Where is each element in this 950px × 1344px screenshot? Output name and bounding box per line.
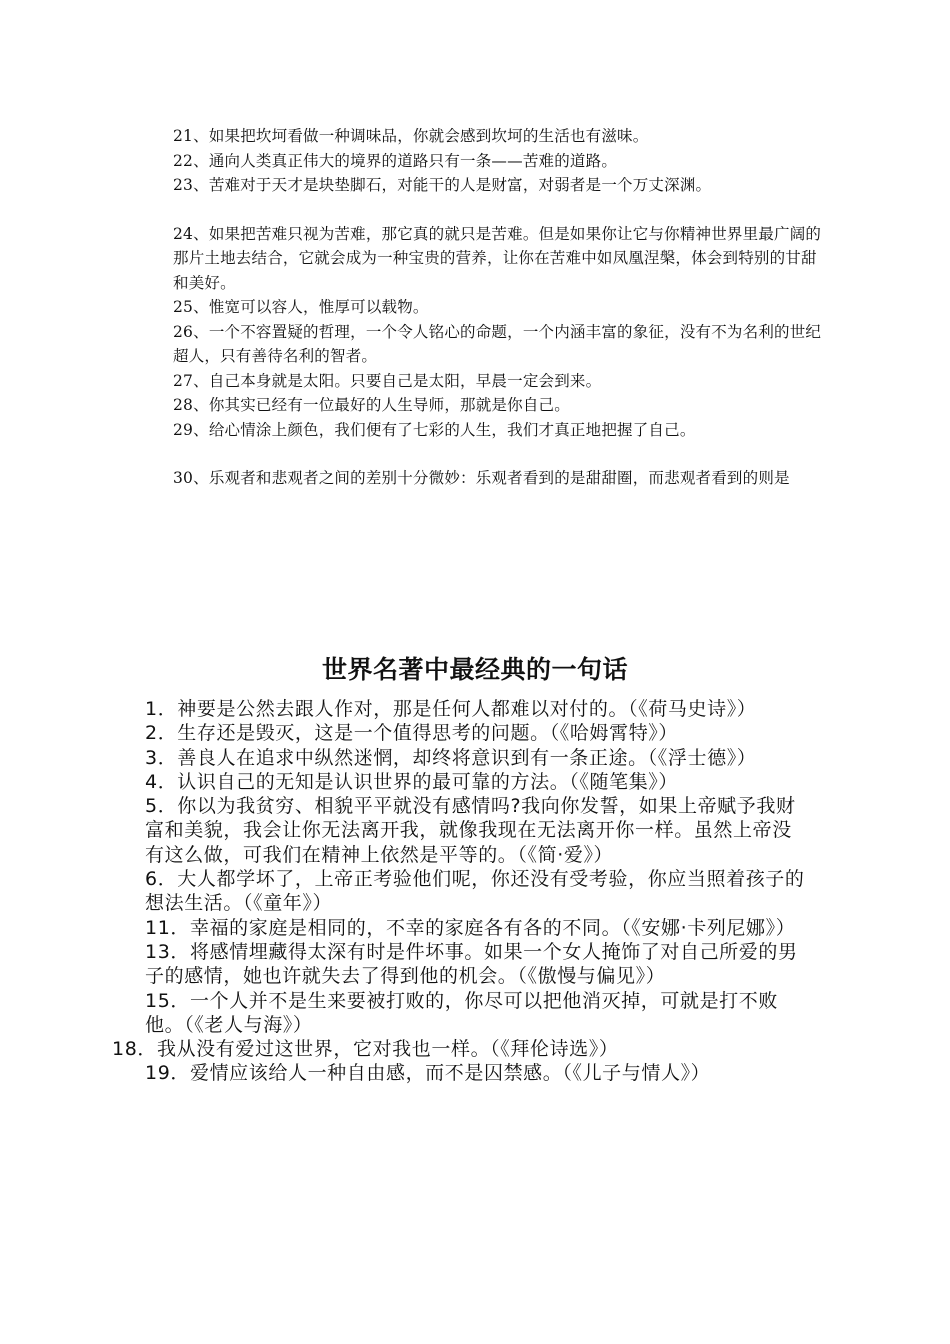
quote-item-28: 28、你其实已经有一位最好的人生导师，那就是你自己。	[173, 396, 570, 414]
quote-item-24: 24、如果把苦难只视为苦难，那它真的就只是苦难。但是如果你让它与你精神世界里最广阔的那片土地去结合，它就会成为一种宝贵的营养，让你在苦难中如凤凰涅槃，体会到特别的甘甜和美好。	[173, 224, 822, 292]
quote-item-21: 21、如果把坎坷看做一种调味品，你就会感到坎坷的生活也有滋味。	[173, 127, 649, 145]
classic-item-18: 18．我从没有爱过这世界，它对我也一样。（《拜伦诗选》）	[112, 1038, 619, 1061]
classic-item-15: 15．一个人并不是生来要被打败的，你尽可以把他消灭掉，可就是打不败他。（《老人与海》）	[145, 989, 778, 1036]
classic-item-4: 4．认识自己的无知是认识世界的最可靠的方法。（《随笔集》）	[145, 770, 678, 793]
quote-item-26: 26、一个不容置疑的哲理，一个令人铭心的命题，一个内涵丰富的象征，没有不为名利的世纪超人，只有善待名利的智者。	[173, 322, 822, 365]
quote-item-30: 30、乐观者和悲观者之间的差别十分微妙：乐观者看到的是甜甜圈，而悲观者看到的则是	[173, 469, 790, 487]
classic-item-1: 1．神要是公然去跟人作对，那是任何人都难以对付的。（《荷马史诗》）	[145, 698, 757, 720]
section-title: 世界名著中最经典的一句话	[321, 655, 628, 684]
quote-item-23: 23、苦难对于天才是块垫脚石，对能干的人是财富，对弱者是一个万丈深渊。	[173, 176, 712, 194]
classic-item-6: 6．大人都学坏了，上帝正考验他们呢，你还没有受考验，你应当照着孩子的想法生活。（《童年》）	[145, 868, 805, 915]
quote-item-25: 25、惟宽可以容人，惟厚可以载物。	[173, 298, 429, 316]
classic-item-13: 13．将感情埋藏得太深有时是件坏事。如果一个女人掩饰了对自己所爱的男子的感情，她也许就失去了得到他的机会。（《傲慢与偏见》）	[145, 940, 798, 988]
quote-list	[173, 124, 823, 491]
classic-item-19: 19．爱情应该给人一种自由感，而不是囚禁感。（《儿子与情人》）	[145, 1062, 711, 1085]
quote-item-29: 29、给心情涂上颜色，我们便有了七彩的人生，我们才真正地把握了自己。	[173, 420, 696, 439]
classic-item-5: 5．你以为我贫穷、相貌平平就没有感情吗?我向你发誓，如果上帝赋予我财富和美貌，我会让你无法离开我，就像我现在无法离开你一样。虽然上帝没有这么做，可我们在精神上依然是平等的。（《简·爱》）	[145, 795, 796, 866]
classic-quote-list	[112, 697, 810, 1086]
classic-item-11: 11．幸福的家庭是相同的，不幸的家庭各有各的不同。（《安娜·卡列尼娜》）	[145, 916, 796, 939]
classic-item-3: 3．善良人在追求中纵然迷惘，却终将意识到有一条正途。（《浮士德》）	[145, 746, 757, 769]
classic-item-2: 2．生存还是毁灭，这是一个值得思考的问题。（《哈姆霄特》）	[145, 722, 678, 745]
quote-item-27: 27、自己本身就是太阳。只要自己是太阳，早晨一定会到来。	[173, 371, 602, 390]
quote-item-22: 22、通向人类真正伟大的境界的道路只有一条——苦难的道路。	[173, 151, 618, 170]
